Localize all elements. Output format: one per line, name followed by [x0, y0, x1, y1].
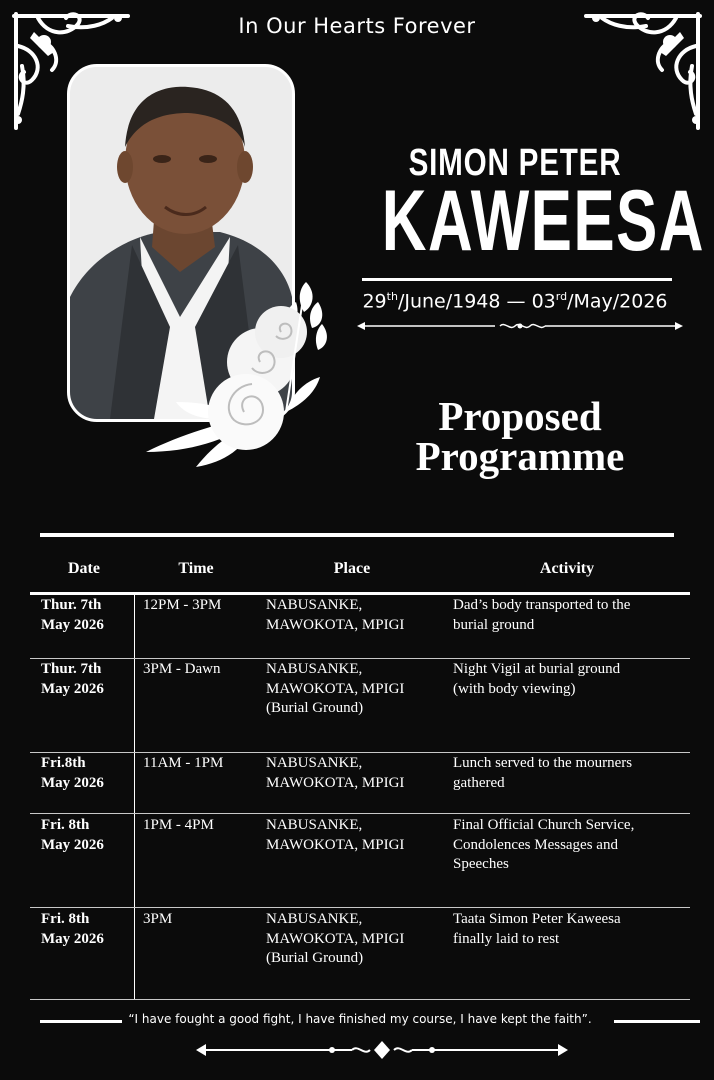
row2-time: 3PM - Dawn [143, 661, 221, 677]
row1-activity-line1: Dad’s body transported to the [453, 597, 631, 613]
row5-place-line2: MAWOKOTA, MPIGI [266, 930, 405, 947]
row4-place [266, 816, 404, 855]
row-divider [30, 813, 690, 814]
row5-place-line3: (Burial Ground) [266, 950, 364, 966]
row3-activity-line2: gathered [453, 774, 505, 791]
birth-day-suffix: th [386, 290, 398, 303]
row5-place-line1: NABUSANKE, [266, 911, 363, 927]
row2-activity [453, 660, 620, 699]
dates-flourish-icon [355, 319, 685, 333]
programme-heading-line2: Programme [415, 433, 625, 479]
row2-activity-line1: Night Vigil at burial ground [453, 661, 621, 677]
life-dates [330, 290, 700, 312]
row2-date-line1: Thur. 7th [41, 661, 102, 677]
programme-heading [380, 393, 660, 479]
row4-date-line2: May 2026 [41, 836, 104, 853]
deceased-first-names: SIMON PETER [408, 142, 622, 184]
row1-place-line1: NABUSANKE, [266, 597, 363, 613]
row1-time: 12PM - 3PM [143, 597, 222, 613]
row4-date-line1: Fri. 8th [41, 817, 90, 833]
row3-place-line2: MAWOKOTA, MPIGI [266, 774, 405, 791]
table-row-date [41, 660, 104, 699]
footer-quote: “I have fought a good fight, I have finished my course, I have kept the faith”. [128, 1012, 592, 1026]
row1-date-line1: Thur. 7th [41, 597, 102, 613]
table-top-rule [40, 533, 674, 537]
row5-time: 3PM [143, 911, 173, 927]
row4-activity-line1: Final Official Church Service, [453, 817, 635, 833]
row-divider [30, 658, 690, 659]
row5-activity [453, 910, 621, 949]
birth-day: 29 [362, 290, 387, 313]
row2-place-line3: (Burial Ground) [266, 700, 364, 716]
death-date-rest: /May/2026 [567, 290, 668, 313]
row2-place-line2: MAWOKOTA, MPIGI [266, 680, 405, 697]
row1-date-line2: May 2026 [41, 616, 104, 633]
row4-activity [453, 816, 634, 875]
row3-date-line1: Fri.8th [41, 755, 86, 771]
header-place: Place [333, 560, 371, 577]
row4-place-line1: NABUSANKE, [266, 817, 363, 833]
row4-time: 1PM - 4PM [143, 817, 214, 833]
row3-place [266, 754, 404, 793]
row4-activity-line2: Condolences Messages and [453, 836, 618, 853]
table-row-date [41, 596, 104, 635]
row3-activity-line1: Lunch served to the mourners [453, 755, 633, 771]
footer-flourish-icon [192, 1038, 572, 1062]
row1-place [266, 596, 404, 635]
death-day-suffix: rd [555, 290, 568, 303]
birth-date-rest: /June/1948 — [397, 290, 532, 313]
row2-place-line1: NABUSANKE, [266, 661, 363, 677]
row3-date-line2: May 2026 [41, 774, 104, 791]
table-row-date [41, 754, 104, 793]
row3-time: 11AM - 1PM [143, 755, 224, 771]
deceased-surname: KAWEESA [381, 173, 705, 269]
row3-place-line1: NABUSANKE, [266, 755, 363, 771]
table-row-date [41, 816, 104, 855]
row2-date-line2: May 2026 [41, 680, 104, 697]
table-header-rule [30, 592, 690, 595]
table-bottom-rule [30, 999, 690, 1000]
programme-heading-line1: Proposed [438, 393, 602, 439]
date-column-divider [134, 594, 135, 999]
row1-activity-line2: burial ground [453, 616, 535, 633]
table-row-date [41, 910, 104, 949]
death-day: 03 [531, 290, 556, 313]
row1-activity [453, 596, 630, 635]
row-divider [30, 907, 690, 908]
row4-activity-line3: Speeches [453, 856, 509, 872]
row-divider [30, 752, 690, 753]
row5-activity-line1: Taata Simon Peter Kaweesa [453, 911, 621, 927]
page-title: In Our Hearts Forever [238, 14, 476, 38]
row5-activity-line2: finally laid to rest [453, 930, 560, 947]
row5-date-line1: Fri. 8th [41, 911, 90, 927]
row3-activity [453, 754, 632, 793]
row5-place [266, 910, 404, 969]
header-activity: Activity [539, 560, 595, 577]
white-roses-icon [136, 262, 336, 472]
row2-place [266, 660, 404, 719]
row5-date-line2: May 2026 [41, 930, 104, 947]
name-divider [362, 278, 672, 281]
row4-place-line2: MAWOKOTA, MPIGI [266, 836, 405, 853]
row2-activity-line2: (with body viewing) [453, 680, 576, 697]
header-time: Time [178, 560, 214, 577]
header-date: Date [68, 560, 100, 577]
row1-place-line2: MAWOKOTA, MPIGI [266, 616, 405, 633]
